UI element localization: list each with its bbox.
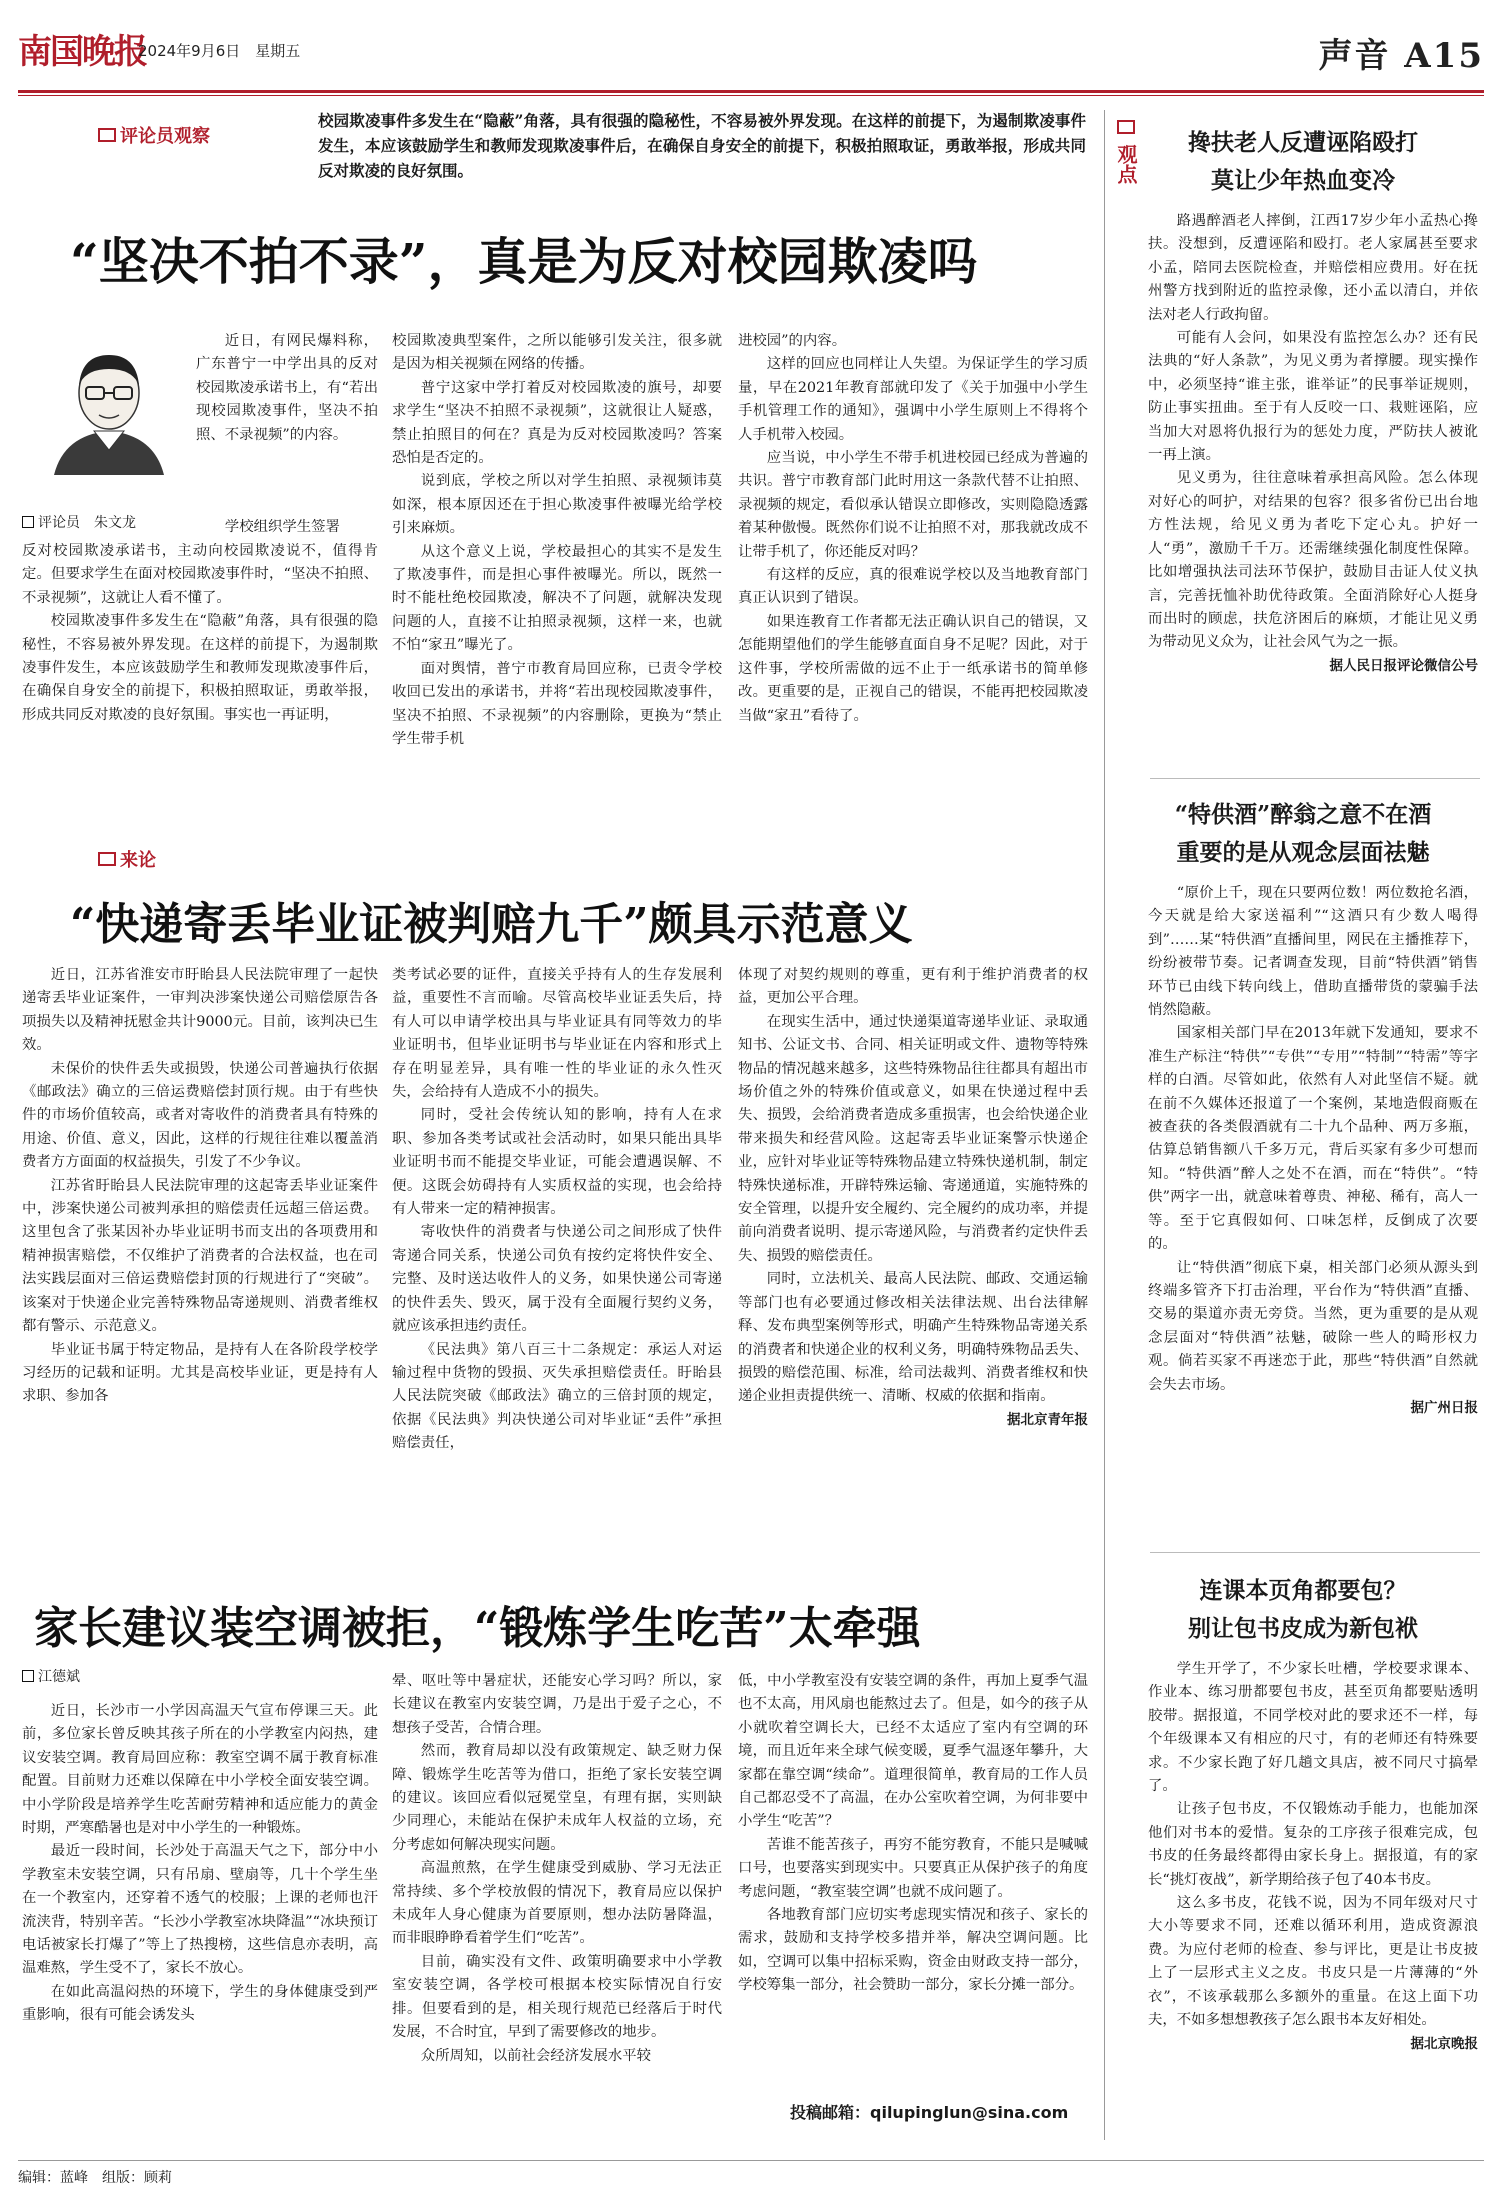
article2-col3-p2: 在现实生活中，通过快递渠道寄递毕业证、录取通知书、公证文书、合同、相关证明或文件、遗物等特殊物品的情况越来越多，这些特殊物品往往都具有超出市场价值之外的特殊价值或意义，如果在快递过程中丢失、损毁，会给消费者造成多重损害，也会给快递企业带来损失和经营风险。这起寄丢毕业证案警示快递企业，应针对毕业证等特殊物品建立特殊快递机制，制定特殊快递标准，开辟特殊运输、寄递通道，实施特殊的安全管理，以提升安全履约、完全履约的成功率，并提前向消费者说明、提示寄递风险，与消费者约定快件丢失、损毁的赔偿责任。 [738, 1013, 1088, 1264]
article3-col1 [22, 1700, 378, 2148]
article1-col3-p3: 应当说，中小学生不带手机进校园已经成为普遍的共识。普宁市教育部门此时用这一条款代替不让拍照、录视频的规定，看似承认错误立即修改，实则隐隐透露着某种傲慢。既然你们说不让拍照不对，那我就改成不让带手机了，你还能反对吗？ [738, 450, 1088, 560]
article2-col3-p3: 同时，立法机关、最高人民法院、邮政、交通运输等部门也有必要通过修改相关法律法规、出台法律解释、发布典型案例等形式，明确产生特殊物品寄递关系的消费者和快递企业的权利义务，明确特殊物品丢失、损毁的赔偿范围、标准，给司法裁判、消费者维权和快递企业担责提供统一、清晰、权威的依据和指南。 [738, 1271, 1088, 1405]
article2-col2-p3: 寄收快件的消费者与快递公司之间形成了快件寄递合同关系，快递公司负有按约定将快件安全、完整、及时送达收件人的义务，如果快递公司寄递的快件丢失、毁灭，属于没有全面履行契约义务，就应该承担违约责任。 [392, 1224, 722, 1335]
article2-col1-p1: 近日，江苏省淮安市盱眙县人民法院审理了一起快递寄丢毕业证案件，一审判决涉案快递公司赔偿原告各项损失以及精神抚慰金共计9000元。目前，该判决已生效。 [22, 967, 378, 1054]
section-page: 声音 A15 [1318, 36, 1484, 76]
newspaper-logo: 南国晚报 [18, 32, 146, 72]
article2-col3-p1: 体现了对契约规则的尊重，更有利于维护消费者的权益，更加公平合理。 [738, 967, 1088, 1007]
tag-box-icon [98, 128, 116, 142]
article1-col2-p3: 说到底，学校之所以对学生拍照、录视频讳莫如深，根本原因还在于担心欺凌事件被曝光给学校引来麻烦。 [392, 473, 722, 537]
article1-col2-p2: 普宁这家中学打着反对校园欺凌的旗号，却要求学生“坚决不拍照不录视频”，这就很让人疑惑，禁止拍照目的何在？真是为反对校园欺凌吗？答案恐怕是否定的。 [392, 379, 722, 467]
sidebar-item3-p2: 让孩子包书皮，不仅锻炼动手能力，也能加深他们对书本的爱惜。复杂的工序孩子很难完成，包书皮的任务最终都得由家长身上。据报道，有的家长“挑灯夜战”，新学期给孩子包了40本书皮。 [1148, 1801, 1478, 1888]
sidebar-item1-p1: 路遇醉酒老人摔倒，江西17岁少年小孟热心搀扶。没想到，反遭诬陷和殴打。老人家属甚至要求小孟，陪同去医院检查，并赔偿相应费用。好在抚州警方找到附近的监控录像，还小孟以清白，并依法对老人行政拘留。 [1148, 213, 1478, 323]
article3-col2-p4: 目前，确实没有文件、政策明确要求中小学教室安装空调，各学校可根据本校实际情况自行安排。但要看到的是，相关现行规范已经落后于时代发展，不合时宜，早到了需要修改的地步。 [392, 1953, 722, 2041]
article2-source: 据北京青年报 [1007, 1411, 1088, 1428]
article3-col3-p2: 苦谁不能苦孩子，再穷不能穷教育，不能只是喊喊口号，也要落实到现实中。只要真正从保护孩子的角度考虑问题，“教室装空调”也就不成问题了。 [738, 1836, 1088, 1900]
sidebar-item1-source: 据人民日报评论微信公号 [1329, 657, 1478, 674]
article1-col2-p5: 面对舆情，普宁市教育局回应称，已责令学校收回已发出的承诺书，并将“若出现校园欺凌事件，坚决不拍照、不录视频”的内容删除，更换为“禁止学生带手机 [392, 660, 722, 747]
section-tag-commentary: 评论员观察 [98, 122, 210, 148]
article3-col1-p1: 近日，长沙市一小学因高温天气宣布停课三天。此前，多位家长曾反映其孩子所在的小学教室内闷热，建议安装空调。教育局回应称：教室空调不属于教育标准配置。目前财力还难以保障在中小学校全面安装空调。中小学阶段是培养学生吃苦耐劳精神和适应能力的黄金时期，严寒酷暑也是对中小学生的一种锻炼。 [22, 1703, 378, 1837]
article3-col3-p1: 低，中小学教室没有安装空调的条件，再加上夏季气温也不太高，用风扇也能熬过去了。但是，如今的孩子从小就吹着空调长大，已经不太适应了室内有空调的环境，而且近年来全球气候变暖，夏季气温逐年攀升，大家都在靠空调“续命”。道理很简单，教育局的工作人员自己都忍受不了高温，在办公室吹着空调，为何非要中小学生“吃苦”？ [738, 1673, 1088, 1830]
sidebar-item3-body [1148, 1658, 1478, 2148]
page-footer: 编辑：蓝峰 组版：顾莉 [18, 2160, 1484, 2187]
article1-col2 [392, 330, 722, 840]
sidebar-item2-p1: “原价上千，现在只要两位数！两位数抢名酒，今天就是给大家送福利”“这酒只有少数人喝得到”……某“特供酒”直播间里，网民在主播推荐下，纷纷被带节奏。记者调查发现，目前“特供酒”销售环节已由线下转向线上，借助直播带货的蒙骗手法悄然隐蔽。 [1148, 885, 1478, 1019]
sidebar-item2-p3: 让“特供酒”彻底下桌，相关部门必须从源头到终端多管齐下打击治理，平台作为“特供酒”直播、交易的渠道亦责无旁贷。当然，更为重要的是从观念层面对“特供酒”祛魅，破除一些人的畸形权力观。倘若买家不再迷恋于此，那些“特供酒”自然就会失去市场。 [1148, 1259, 1478, 1393]
article2-col2-p1: 类考试必要的证件，直接关乎持有人的生存发展利益，重要性不言而喻。尽管高校毕业证丢失后，持有人可以申请学校出具与毕业证具有同等效力的毕业证明书，但毕业证明书与毕业证在内容和形式上存在明显差异，具有唯一性的毕业证的永久性灭失，会给持有人造成不小的损失。 [392, 967, 722, 1101]
article3-headline: 家长建议装空调被拒，“锻炼学生吃苦”太牵强 [34, 1603, 921, 1654]
sidebar-item1-body [1148, 210, 1478, 770]
sidebar-item2-body [1148, 882, 1478, 1542]
article3-col2-p1: 晕、呕吐等中暑症状，还能安心学习吗？所以，家长建议在教室内安装空调，乃是出于爱子之心，不想孩子受苦，合情合理。 [392, 1673, 722, 1736]
sidebar-item1-title: 搀扶老人反遭诬陷殴打 莫让少年热血变冷 [1188, 129, 1418, 194]
issue-date: 2024年9月6日 星期五 [138, 42, 301, 60]
sidebar-item1-p3: 见义勇为，往往意味着承担高风险。怎么体现对好心的呵护，对结果的包容？很多省份已出台地方性法规，给见义勇为者吃下定心丸。护好一人“勇”，激励千千万。还需继续强化制度性保障。比如增强执法司法环节保护，鼓励目击证人仗义执言，完善抚恤补助优待政策。全面消除好心人挺身而出时的顾虑，扶危济困后的麻烦，才能让见义勇为带动见义众为，让社会风气为之一振。 [1148, 470, 1478, 651]
column-divider [1104, 110, 1105, 2140]
author-portrait [24, 335, 194, 475]
tag-box-icon [98, 852, 116, 866]
article1-col2-p1: 校园欺凌典型案件，之所以能够引发关注，很多就是因为相关视频在网络的传播。 [392, 333, 722, 373]
sidebar-separator [1150, 778, 1480, 779]
sidebar-separator [1150, 1552, 1480, 1553]
article3-col3-p3: 各地教育部门应切实考虑现实情况和孩子、家长的需求，鼓励和支持学校多措并举，解决空调问题。比如，空调可以集中招标采购，资金由财政支持一部分，学校筹集一部分，社会赞助一部分，家长分摊一部分。 [738, 1907, 1088, 1994]
masthead [18, 22, 1484, 82]
section-tag-opinion: 来论 [98, 846, 156, 872]
article3-col1-p3: 在如此高温闷热的环境下，学生的身体健康受到严重影响，很有可能会诱发头 [22, 1983, 378, 2024]
article1-col3-p5: 如果连教育工作者都无法正确认识自己的错误，又怎能期望他们的学生能够直面自身不足呢？因此，对于这件事，学校所需做的远不止于一纸承诺书的简单修改。更重要的是，正视自己的错误，不能再把校园欺凌当做“家丑”看待了。 [738, 613, 1088, 724]
submission-email[interactable]: 投稿邮箱：qilupinglun@sina.com [790, 2103, 1069, 2122]
article1-col3-p1: 进校园”的内容。 [738, 333, 847, 349]
article2-col2-p2: 同时，受社会传统认知的影响，持有人在求职、参加各类考试或社会活动时，如果只能出具毕业证明书而不能提交毕业证，可能会遭遇误解、不便。这既会妨碍持有人实质权益的实现，也会给持有人带来一定的精神损害。 [392, 1107, 722, 1218]
sidebar-item3-title: 连课本页角都要包？ 别让包书皮成为新包袱 [1188, 1577, 1418, 1642]
article3-col2-p3: 高温煎熬，在学生健康受到威胁、学习无法正常持续、多个学校放假的情况下，教育局应以保护未成年人身心健康为首要原则，想办法防暑降温，而非眼睁睁看着学生们“吃苦”。 [392, 1860, 722, 1947]
article3-col1-p2: 最近一段时间，长沙处于高温天气之下，部分中小学教室未安装空调，只有吊扇、壁扇等，几十个学生坐在一个教室内，还穿着不透气的校服；上课的老师也汗流浃背，特别辛苦。“长沙小学教室冰块降温”“冰块预订电话被家长打爆了”等上了热搜榜，这些信息亦表明，高温难熬，学生受不了，家长不放心。 [22, 1843, 378, 1977]
article1-intro: 校园欺凌事件多发生在“隐蔽”角落，具有很强的隐秘性，不容易被外界发现。在这样的前提下，为遏制欺凌事件发生，本应该鼓励学生和教师发现欺凌事件后，在确保自身安全的前提下，积极拍照取证，勇敢举报，形成共同反对欺凌的良好氛围。 [318, 111, 1086, 180]
sidebar-item2-source: 据广州日报 [1410, 1399, 1478, 1416]
article1-col3-p4: 有这样的反应，真的很难说学校以及当地教育部门真正认识到了错误。 [738, 567, 1088, 607]
article3-col3 [738, 1670, 1088, 2090]
article2-col1 [22, 964, 378, 1520]
sidebar-item3-source: 据北京晚报 [1410, 2035, 1478, 2052]
article3-col2-p2: 然而，教育局却以没有政策规定、缺乏财力保障、锻炼学生吃苦等为借口，拒绝了家长安装空调的建议。该回应看似冠冕堂皇，有理有据，实则缺少同理心，未能站在保护未成年人权益的立场，充分考虑如何解决现实问题。 [392, 1743, 722, 1853]
article2-col1-p3: 江苏省盱眙县人民法院审理的这起寄丢毕业证案件中，涉案快递公司被判承担的赔偿责任远超三倍运费。这里包含了张某因补办毕业证明书而支出的各项费用和精神损害赔偿，不仅维护了消费者的合法权益，也在司法实践层面对三倍运费赔偿封顶的行规进行了“突破”。该案对于快递企业完善特殊物品寄递规则、消费者维权都有警示、示范意义。 [22, 1177, 378, 1335]
article1-col2-p4: 从这个意义上说，学校最担心的其实不是发生了欺凌事件，而是担心事件被曝光。所以，既然一时不能杜绝校园欺凌，解决不了问题，就解决发现问题的人，直接不让拍照录视频，这样一来，也就不怕“家丑”曝光了。 [392, 543, 722, 654]
article1-col3-p2: 这样的回应也同样让人失望。为保证学生的学习质量，早在2021年教育部就印发了《关于加强中小学生手机管理工作的通知》，强调中小学生原则上不得将个人手机带入校园。 [738, 356, 1088, 443]
header-rule [18, 90, 1484, 93]
sidebar-item2-title: “特供酒”醉翁之意不在酒 重要的是从观念层面祛魅 [1174, 801, 1432, 866]
article1-col1-p2: 校园欺凌事件多发生在“隐蔽”角落，具有很强的隐秘性，不容易被外界发现。在这样的前提下，为遏制欺凌事件发生，本应该鼓励学生和教师发现欺凌事件后，在确保自身安全的前提下，积极拍照取证，勇敢举报，形成共同反对欺凌的良好氛围。事实也一再证明， [22, 613, 378, 723]
article1-byline: 评论员 朱文龙 [22, 512, 136, 532]
article1-headline: “坚决不拍不录”，真是为反对校园欺凌吗 [70, 232, 978, 291]
article2-col2-p4: 《民法典》第八百三十二条规定：承运人对运输过程中货物的毁损、灭失承担赔偿责任。盱眙县人民法院突破《邮政法》确立的三倍封顶的规定，依据《民法典》判决快递公司对毕业证“丢件”承担赔偿责任， [392, 1341, 722, 1452]
byline-box-icon [22, 1670, 34, 1682]
sidebar-item1-p2: 可能有人会问，如果没有监控怎么办？还有民法典的“好人条款”，为见义勇为者撑腰。现实操作中，必须坚持“谁主张，谁举证”的民事举证规则，防止事实扭曲。至于有人反咬一口、栽赃诬陷，应当加大对恩将仇报行为的惩处力度，严防扶人被讹一再上演。 [1148, 330, 1478, 464]
byline-box-icon [22, 516, 34, 528]
article1-col1 [22, 540, 378, 840]
section-tag-viewpoint: 观点 [1112, 118, 1140, 184]
article3-byline: 江德斌 [22, 1666, 80, 1686]
article2-col1-p2: 未保价的快件丢失或损毁，快递公司普遍执行依据《邮政法》确立的三倍运费赔偿封顶行规。由于有些快件的市场价值较高，或者对寄收件的消费者具有特殊的用途、价值、意义，因此，这样的行规往往难以覆盖消费者方方面面的权益损失，引发了不少争议。 [22, 1060, 378, 1171]
article2-col2 [392, 964, 722, 1520]
sidebar-item3-p1: 学生开学了，不少家长吐槽，学校要求课本、作业本、练习册都要包书皮，甚至页角都要贴透明胶带。据报道，不同学校对此的要求还不一样，每个年级课本又有相应的尺寸，有的老师还有特殊要求。不少家长跑了好几趟文具店，被不同尺寸搞晕了。 [1148, 1661, 1478, 1795]
article1-col3 [738, 330, 1088, 840]
header-rule-thin [18, 95, 1484, 96]
article2-col1-p4: 毕业证书属于特定物品，是持有人在各阶段学校学习经历的记载和证明。尤其是高校毕业证，更是持有人求职、参加各 [22, 1341, 378, 1405]
article1-col1-lead: 近日，有网民爆料称，广东普宁一中学出具的反对校园欺凌承诺书上，有“若出现校园欺凌事件，坚决不拍照、不录视频”的内容。 [196, 333, 378, 443]
article2-col3 [738, 964, 1088, 1520]
article2-headline: “快递寄丢毕业证被判赔九千”颇具示范意义 [70, 899, 913, 950]
article3-col2 [392, 1670, 722, 2148]
article3-col2-p5: 众所周知，以前社会经济发展水平较 [420, 2047, 652, 2064]
article1-col1-cont: 反对校园欺凌承诺书，主动向校园欺凌说不，值得肯定。但要求学生在面对校园欺凌事件时，“坚决不拍照、不录视频”，这就让人看不懂了。 [22, 543, 378, 606]
article1-col1-after-head: 学校组织学生签署 [224, 519, 340, 535]
sidebar-item3-p3: 这么多书皮，花钱不说，因为不同年级对尺寸大小等要求不同，还难以循环利用，造成资源浪费。为应付老师的检查、参与评比，更是让书皮披上了一层形式主义之皮。书皮只是一片薄薄的“外衣”，不该承载那么多额外的重量。在这上面下功夫，不如多想想教孩子怎么跟书本友好相处。 [1148, 1895, 1478, 2029]
sidebar-item2-p2: 国家相关部门早在2013年就下发通知，要求不准生产标注“特供”“专供”“专用”“特制”“特需”等字样的白酒。尽管如此，依然有人对此坚信不疑。就在前不久媒体还报道了一个案例，某地造假商贩在被查获的各类假酒就有二十九个品种、两万多瓶，估算总销售额八千多万元，背后买家有多少可想而知。“特供酒”醉人之处不在酒，而在“特供”。“特供”两字一出，就意味着尊贵、神秘、稀有，高人一等。至于它真假如何、口味怎样，反倒成了次要的。 [1148, 1025, 1478, 1253]
